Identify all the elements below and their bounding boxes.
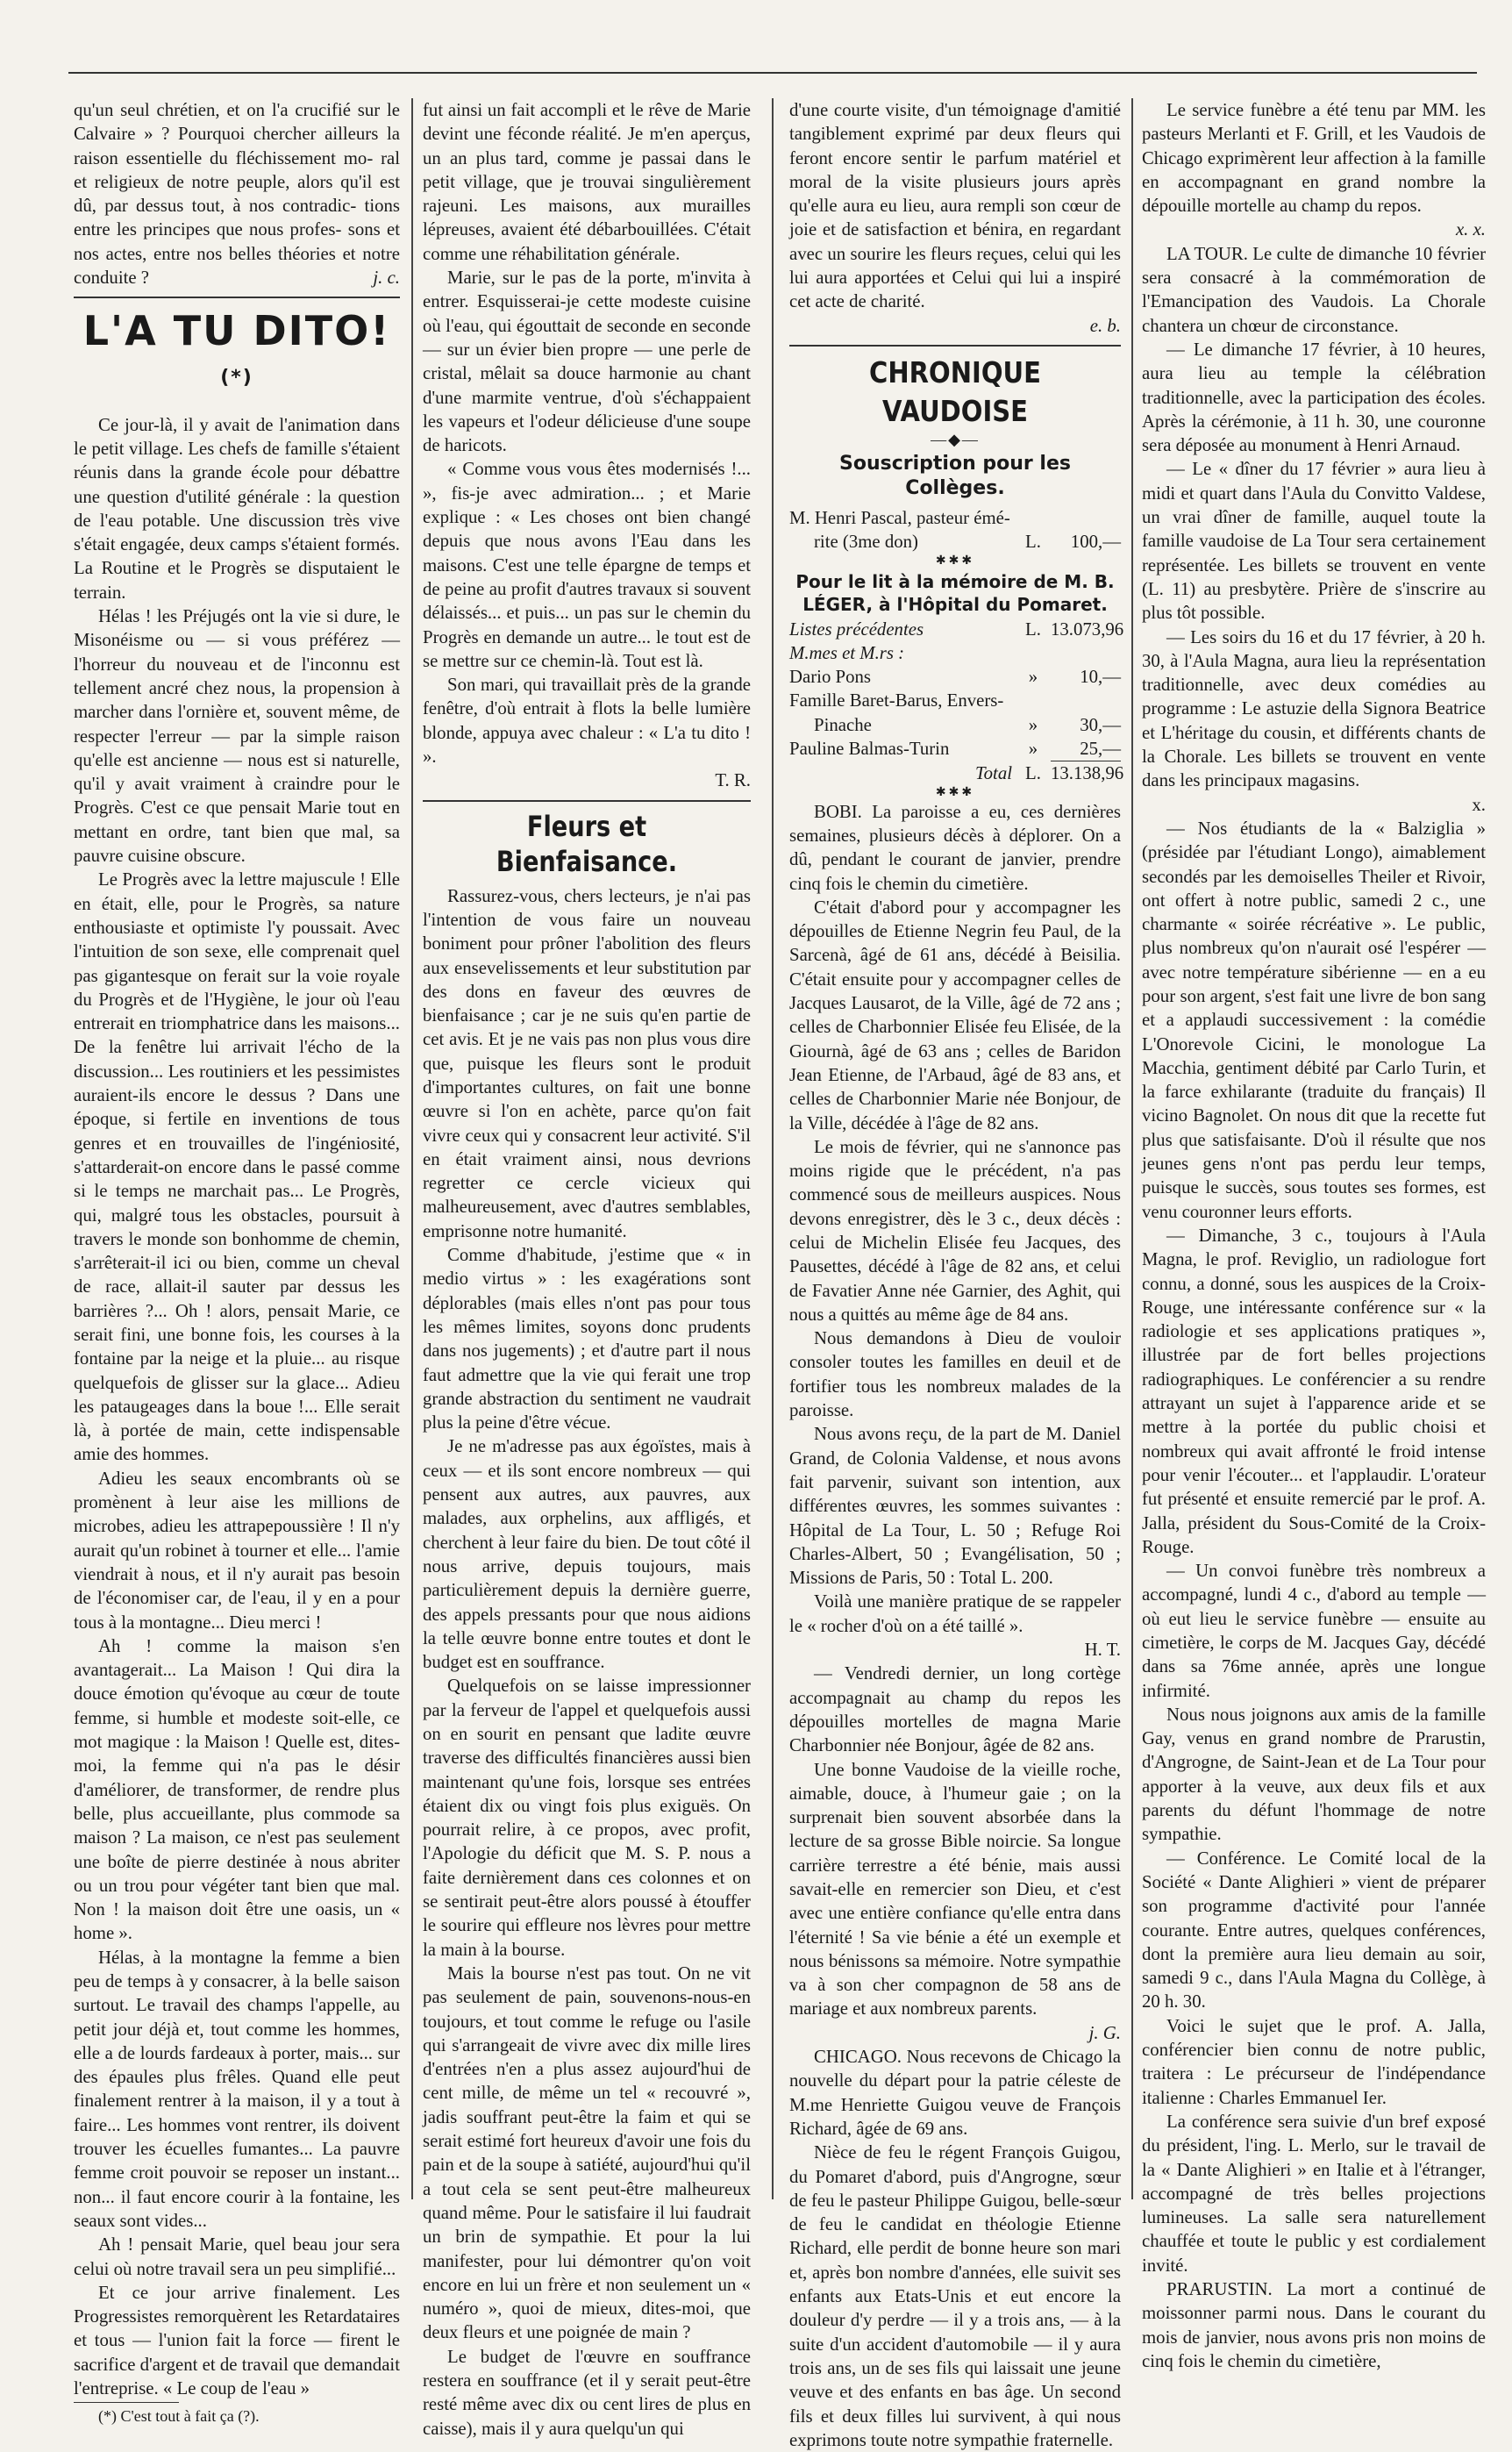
paragraph: Nous demandons à Dieu de vouloir consoler toutes les familles en deuil et de fortifier tous les nombreux malades de la paroisse. <box>789 1328 1121 1421</box>
paragraph: Mais la bourse n'est pas tout. On ne vit pas seulement de pain, souvenons-nous-en toujours, et tout comme le refuge ou l'asile qui s'arrangeait de vivre avec dix mille lires d'entrées n'en a plus assez aujourd'hui de cent mille, de même un tel « recouvré », jadis souffrant peut-être la faim et qui se serait estimé fort heureux d'avoir une fois du pain et de la soupe à satiété, aujourd'hui qu'il a tout cela se sent peut-être malheureux quand même. Pour le satisfaire il lui faudrait un brin de sympathie. Et pour la lui manifester, pour lui démontrer qu'on voit encore en lui un frère et non seulement un « numéro », quoi de mieux, dites-moi, que deux fleurs et une poignée de main ? <box>423 1962 751 2343</box>
donation-row: Famille Baret-Barus, Envers- <box>789 690 1004 711</box>
column-2 <box>423 98 751 2439</box>
paragraph: Le service funèbre a été tenu par MM. les pasteurs Merlanti et F. Grill, et les Vaudois de Chicago exprimèrent leur affection à la famille en accompagnant en grand nombre la dépouille mortelle au champ du repos. <box>1142 100 1486 217</box>
paragraph: « Comme vous vous êtes modernisés !... », fis-je avec admiration... ; et Marie explique : « Les choses ont bien changé depuis que nous avons l'Eau dans les maisons. C'est une telle épargne de temps et de peine au profit d'autres travaux si souvent délaissés... et puis... un pas sur le chemin du Progrès en demande un autre... le tout est de se mettre sur ce chemin-là. Tout est là. <box>423 459 751 671</box>
paragraph: — Vendredi dernier, un long cortège accompagnait au champ du repos les dépouilles mortelles de magna Marie Charbonnier née Bonjour, âgée de 82 ans. <box>789 1663 1121 1756</box>
paragraph: — Les soirs du 16 et du 17 février, à 20 h. 30, à l'Aula Magna, aura lieu la représentation traditionnelle, avec deux comédies au programme : Le astuzie della Signora Beatrice et L'héritage du cousin, et différents chants de la Chorale. Les billets se trouvent en vente dans les principaux magasins. <box>1142 626 1486 791</box>
paragraph: Ce jour-là, il y avait de l'animation dans le petit village. Les chefs de famille s'étaient réunis dans la grande école pour débattre une question d'utilité générale : la question de l'eau potable. Une discussion très vive s'était engagée, deux camps s'étaient formés. La Routine et le Progrès se disputaient le terrain. <box>74 414 400 603</box>
paragraph: — Dimanche, 3 c., toujours à l'Aula Magna, le prof. Reviglio, un radiologue fort connu, a donné, sous les auspices de la Croix-Rouge, une intéressante conférence sur « la radiologie et ses applications pratiques », illustrée par de fort belles projections radiographiques. Le conférencier a su rendre attrayant un sujet à l'apparence aride et se mettre à la portée du public choisi et nombreux qui avait affronté le froid intense pour venir l'écouter... et l'applaudir. L'orateur fut présenté et ensuite remercié par le prof. A. Jalla, président du Sous-Comité de la Croix-Rouge. <box>1142 1225 1486 1557</box>
paragraph: Ah ! pensait Marie, quel beau jour sera celui où notre travail sera un peu simplifié... <box>74 2234 400 2279</box>
paragraph: Nous nous joignons aux amis de la famille Gay, venus en grand nombre de Prarustin, d'Angrogne, de Saint-Jean et de La Tour pour apporter à la veuve, aux deux fils et aux parents du défunt l'hommage de notre sympathie. <box>1142 1704 1486 1845</box>
header-rule <box>68 72 1477 74</box>
paragraph: Comme d'habitude, j'estime que « in medio virtus » : les exagérations sont déplorables (mais elles n'ont pas pour tous les mêmes limites, soyons donc prudents dans nos jugements) ; et d'autre part il nous faut admettre que la vie qui ferait une trop grande abstraction du sentiment ne vaudrait plus la peine d'être vécue. <box>423 1245 751 1433</box>
article-title: Fleurs et Bienfaisance. <box>496 809 678 878</box>
paragraph: — Nos étudiants de la « Balziglia » (présidée par l'étudiant Longo), aimablement secondés par les demoiselles Theiler et Rivoir, ont offert à notre public, samedi 2 c., une charmante « soirée récréative ». Le public, plus nombreux qu'on n'aurait osé l'espérer — avec notre température sibérienne — en a eu pour son argent, s'est fait une livre de bon sang et a applaudi successivement : la comédie L'Onorevole Cicini, le monologue La Macchia, gentiment débité par Carlo Turin, et la farce exhilarante (traduite du français) Il vicino Bagnolet. On nous dit que la recette fut plus que satisfaisante. D'où il résulte que nos jeunes gens n'ont pas perdu leur temps, puisque le succès, sous toutes ses formes, est venu couronner leurs efforts. <box>1142 818 1486 1222</box>
donation-row: Pauline Balmas-Turin » 25,— <box>789 737 1121 761</box>
paragraph: Quelquefois on se laisse impressionner par la ferveur de l'appel et quelquefois aussi on en sourit en pensant que ladite œuvre traverse des difficultés financières aussi bien maintenant qu'une fois, lorsque ses entrées étaient dix ou vingt fois plus exiguës. On pourrait relire, à ce propos, avec profit, l'Apologie du déficit que M. S. P. nous a faite dernièrement dans ces colonnes et on se sentirait peut-être alors poussé à étouffer le sourire qui effleure nos lèvres pour mettre la main à la bourse. <box>423 1676 751 1960</box>
stars-divider: ✱✱✱ <box>935 785 975 799</box>
ornament-divider: —◆— <box>931 430 980 448</box>
stars-divider: ✱✱✱ <box>935 554 975 568</box>
paragraph: — Conférence. Le Comité local de la Société « Dante Alighieri » vient de préparer son programme d'activité pour l'année courante. Entre autres, quelques conférences, dont la première aura lieu demain au soir, samedi 9 c., dans l'Aula Magna du Collège, à 20 h. 30. <box>1142 1848 1486 2012</box>
donation-row: Dario Pons » 10,— <box>789 667 1121 688</box>
section-rule <box>74 297 400 298</box>
article-title: L'A TU DITO!(*) <box>82 307 391 390</box>
paragraph: Une bonne Vaudoise de la vieille roche, aimable, douce, à l'humeur gaie ; on la surprenait bien souvent absorbée dans la lecture de sa grosse Bible noircie. Sa longue carrière terrestre a été bénie, mais aussi savait-elle en remercier son Dieu, et c'est avec une entière confiance qu'elle entra dans l'éternité ! Sa vie bénie a été un exemple et nous bénissons sa mémoire. Notre sympathie va à son cher compagnon de 58 ans de mariage et aux nombreux parents. <box>789 1759 1121 2020</box>
subsection-title: Souscription pour les Collèges. <box>839 452 1071 499</box>
section-title: CHRONIQUE VAUDOISE <box>869 354 1041 428</box>
paragraph: LA TOUR. Le culte de dimanche 10 février sera consacré à la commémoration de l'Emancipation des Vaudois. La Chorale chantera un chœur de circonstance. <box>1142 243 1486 336</box>
signature: T. R. <box>715 770 751 791</box>
paragraph: Adieu les seaux encombrants où se promènent à leur aise les millions de microbes, adieu les attrapepoussière ! Il n'y aurait qu'un robinet à tourner et elle... l'amie viendrait à nous, et il n'y aurait pas besoin de l'économiser car, de l'eau, il y en a pour tous à la montagne... Dieu merci ! <box>74 1468 400 1633</box>
paragraph: — Le « dîner du 17 février » aura lieu à midi et quart dans l'Aula du Convitto Valdese, un vrai dîner de famille, auquel toute la famille vaudoise de La Tour sera certainement représentée. Les billets se trouvent en vente (L. 11) au presbytère. Prière de s'inscrire au plus tôt possible. <box>1142 459 1486 624</box>
paragraph: d'une courte visite, d'un témoignage d'amitié tangiblement exprimé par deux fleurs qui feront encore sentir le parfum matériel et moral de la visite plusieurs jours après qu'elle aura eu lieu, aura rempli son cœur de joie et de satisfaction et bénira, en regardant avec un sourire les fleurs reçues, celui qui les lui aura apportées et Celui qui lui a inspiré cet acte de charité. <box>789 100 1121 312</box>
column-1 <box>74 98 401 2426</box>
donation-row: M. Henri Pascal, pasteur émé- <box>789 507 1010 528</box>
column-3 <box>789 98 1124 2450</box>
paragraph: Voici le sujet que le prof. A. Jalla, conférencier bien connu de notre public, traitera : Le précurseur de l'indépendance italienne : Charles Emmanuel Ier. <box>1142 2015 1486 2108</box>
paragraph: Le budget de l'œuvre en souffrance restera en souffrance (et il y serait peut-être resté même avec dix ou cent lires de plus en caisse), mais il y aura quelqu'un qui <box>423 2346 751 2439</box>
paragraph: La conférence sera suivie d'un bref exposé du président, l'ing. L. Merlo, sur le travail de la « Dante Alighieri » en Italie et à l'étranger, accompagné de très belles projections lumineuses. La salle sera naturellement chauffée et toute le public y est cordialement invité. <box>1142 2111 1486 2276</box>
donation-total: Total L. 13.138,96 <box>974 763 1124 784</box>
section-rule <box>789 345 1121 347</box>
paragraph: BOBI. La paroisse a eu, ces dernières semaines, plusieurs décès à déplorer. On a dû, pendant le courant de janvier, prendre cinq fois le chemin du cimetière. <box>789 801 1121 894</box>
paragraph: Et ce jour arrive finalement. Les Progressistes remorquèrent les Retardataires et tous — l'union fait la force — firent le sacrifice d'argent et de travail que demandait l'entreprise. « Le coup de l'eau » <box>74 2282 400 2399</box>
column-divider <box>411 98 413 2199</box>
continued-text: qu'un seul chrétien, et on l'a crucifié sur le Calvaire » ? Pourquoi chercher ailleurs la raison essentielle du fléchissement mo- ral et religieux de notre peuple, alors qu'il est dû, par dessus tout, à nos contradic- tions entre les principes que nous profes- sons et nos actes, entre nos belles théories et notre conduite ? j. c. <box>74 98 400 290</box>
paragraph: Nièce de feu le régent François Guigou, du Pomaret d'abord, puis d'Angrogne, sœur de feu le pasteur Philippe Guigou, belle-sœur de feu le candidat en théologie Etienne Richard, elle perdit de bonne heure son mari et, après bon nombre d'années, elle suivit ses enfants aux Etats-Unis et eut encore la douleur d'y perdre — il y a trois ans, — à la suite d'un accident d'automobile — il y aura trois ans, un de ses fils qui laissait une jeune veuve et des enfants en bas âge. Un second fils et deux filles lui survivent, à qui nous exprimons toute notre sympathie fraternelle. <box>789 2142 1121 2450</box>
section-rule <box>423 800 751 802</box>
donation-row: Listes précédentes L. 13.073,96 <box>789 618 1124 640</box>
paragraph: Ah ! comme la maison s'en avantagerait... La Maison ! Qui dira la douce émotion qu'évoque au cœur de toute femme, si humble et modeste soit-elle, ce mot magique : la Maison ! Quelle est, dites-moi, la femme qui n'a pas le désir d'améliorer, de transformer, de rendre plus belle, plus accueillante, plus commode sa maison ? La maison, ce n'est pas seulement une boîte de pierre destinée à nous abriter ou un trou pour végéter tant bien que mal. Non ! la maison doit être une oasis, un « home ». <box>74 1635 400 1944</box>
paragraph: Voilà une manière pratique de se rappeler le « rocher d'où on a été taillé ». <box>789 1591 1121 1636</box>
paragraph: Je ne m'adresse pas aux égoïstes, mais à ceux — et ils sont encore nombreux — qui pensent aux autres, aux pauvres, aux malades, aux orphelins, aux affligés, et cherchent à leur faire du bien. De tout côté il nous arrive, depuis toujours, mais particulièrement depuis la dernière guerre, des appels pressants pour que nous aidions la telle œuvre bonne entre toutes et dont le budget est en souffrance. <box>423 1436 751 1673</box>
paragraph: fut ainsi un fait accompli et le rêve de Marie devint une féconde réalité. Je m'en aperçus, un an plus tard, comme je passai dans le petit village, que je trouvai singulièrement rajeuni. Les maisons, aux murailles lépreuses, avaient été débarbouillées. C'était comme une réhabilitation générale. <box>423 100 751 264</box>
donation-row: M.mes et M.rs : <box>789 642 905 663</box>
paragraph: Marie, sur le pas de la porte, m'invita à entrer. Esquisserai-je cette modeste cuisine où l'eau, qui égouttait de seconde en seconde — sur un évier bien propre — une perle de cristal, mêlait sa douce harmonie au chant d'une marmite ventrue, d'où s'échappaient les vapeurs et l'odeur délicieuse d'une soupe de haricots. <box>423 268 751 456</box>
paragraph: C'était d'abord pour y accompagner les dépouilles de Etienne Negrin feu Paul, de la Sarcenà, âgé de 61 ans, décédé à Beisilia. C'était ensuite pour y accompagner celles de Jacques Lausarot, de la Ville, âgé de 72 ans ; celles de Charbonnier Elisée feu Elisée, de la Giournà, âgé de 63 ans ; celles de Baridon Jean Etienne, de l'Arbaud, âgé de 83 ans, et celles de Charbonnier Marie née Bonjour, de la Ville, décédée à l'âge de 82 ans. <box>789 897 1121 1133</box>
paragraph: Le mois de février, qui ne s'annonce pas moins rigide que le précédent, n'a pas commencé sous de meilleurs auspices. Nous devons enregistrer, dès le 3 c., deux décès : celui de Michelin Elisée feu Jacques, des Pausettes, décédé à l'âge de 82 ans, et celui de Favatier Anne née Garnier, des Aghit, qui nous a quittés au même âge de 84 ans. <box>789 1136 1121 1325</box>
signature: x. x. <box>1455 219 1486 240</box>
column-divider <box>1131 98 1133 2199</box>
paragraph: — Le dimanche 17 février, à 10 heures, aura lieu au temple la célébration traditionnelle, avec la participation des écoles. Après la cérémonie, à 11 h. 30, une couronne sera déposée au monument à Henri Arnaud. <box>1142 339 1486 456</box>
paragraph: Nous avons reçu, de la part de M. Daniel Grand, de Colonia Valdense, et nous avons fait parvenir, suivant son intention, aux différentes œuvres, les sommes suivantes : Hôpital de La Tour, L. 50 ; Refuge Roi Charles-Albert, 50 ; Evangélisation, 50 ; Missions de Paris, 50 : Total L. 200. <box>789 1424 1121 1589</box>
signature: j. c. <box>373 268 400 289</box>
footnote: (*) C'est tout à fait ça (?). <box>98 2407 260 2426</box>
signature: x. <box>1472 794 1486 815</box>
paragraph: PRARUSTIN. La mort a continué de moissonner parmi nous. Dans le courant du mois de janvier, nous avons pris non moins de cinq fois le chemin du cimetière, <box>1142 2279 1486 2371</box>
paragraph: Rassurez-vous, chers lecteurs, je n'ai pas l'intention de vous faire un nouveau boniment pour prôner l'abolition des fleurs aux ensevelissements et leur substitution par des dons en faveur des œuvres de bienfaisance ; car je ne suis qu'en partie de cet avis. Et je ne vais pas non plus vous dire que, puisque les fleurs sont le produit d'importantes cultures, on fait une bonne œuvre si l'on en achète, parce qu'on fait vivre ceux qui y consacrent leur activité. S'il en était vraiment ainsi, nous devrions regretter ce cercle vicieux qui malheureusement, avec d'autres semblables, emprisonne notre humanité. <box>423 885 751 1241</box>
paragraph: Le Progrès avec la lettre majuscule ! Elle en était, elle, pour le Progrès, sa nature enthousiaste et optimiste l'y poussait. Avec l'intuition de son sexe, elle comprenait quel pas gigantesque on ferait sur la voie royale du Progrès et de l'Hygiène, le jour où l'eau entrerait en triomphatrice dans les maisons... De la fenêtre lui arrivait l'écho de la discussion... Les routiniers et les pessimistes auraient-ils encore le dessus ? Dans une époque, si fertile en inventions de tous genres et en trouvailles de l'ingéniosité, s'attarderait-on encore dans le passé comme si le temps ne marchait pas... Le Progrès, qui, malgré tous les obstacles, poursuit à travers le monde son bonhomme de chemin, s'arrêterait-il ici ou bien, comme un cheval de race, allait-il sauter par dessus les barrières ?... Oh ! alors, pensait Marie, ce serait fini, une bonne fois, les courses à la fontaine par la neige et la pluie... au risque quelquefois de glisser sur la glace... Adieu les pataugeages dans la boue !... Elle serait là, à portée de main, cette indispensable amie des hommes. <box>74 869 400 1465</box>
donation-row: rite (3me don) L. 100,— <box>814 532 1121 553</box>
paragraph: — Un convoi funèbre très nombreux a accompagné, lundi 4 c., d'abord au temple — où eut lieu le service funèbre — ensuite au cimetière, le corps de M. Jacques Gay, décédé dans sa 76me année, après une longue infirmité. <box>1142 1561 1486 1701</box>
signature: j. G. <box>1088 2022 1121 2043</box>
column-divider <box>772 98 774 2199</box>
signature: e. b. <box>1089 315 1121 336</box>
paragraph: CHICAGO. Nous recevons de Chicago la nouvelle du départ pour la patrie céleste de M.me Henriette Guigou veuve de François Richard, âgée de 69 ans. <box>789 2047 1121 2139</box>
paragraph: Son mari, qui travaillait près de la grande fenêtre, d'où entrait à flots la belle lumière blonde, appuya avec chaleur : « L'a tu dito ! ». <box>423 675 751 768</box>
donation-row: Pinache » 30,— <box>814 714 1121 735</box>
paragraph: Hélas ! les Préjugés ont la vie si dure, le Misonéisme ou — si vous préférez — l'horreur du nouveau et de l'inconnu est tellement ancré chez nous, la propension à marcher dans l'ornière et, souvent même, de respecter l'erreur — par la simple raison qu'elle est ancienne — nous est si naturelle, qu'il y avait vraiment à craindre pour le Progrès. C'est ce que pensait Marie tout en mettant en ordre, tant bien que mal, sa pauvre cuisine obscure. <box>74 606 400 867</box>
footnote-rule <box>74 2402 179 2403</box>
subsection-title: Pour le lit à la mémoire de M. B. LÉGER, à l'Hôpital du Pomaret. <box>795 570 1115 615</box>
signature: H. T. <box>1084 1640 1121 1661</box>
paragraph: Hélas, à la montagne la femme a bien peu de temps à y consacrer, à la belle saison surtout. Le travail des champs l'appelle, au petit jour déjà et, tout comme les hommes, elle a de lourds fardeaux à porter, mais... sur des épaules plus frêles. Quand elle peut finalement rentrer à la maison, il y a tout à faire... Les hommes vont rentrer, ils doivent trouver les écuelles fumantes... La pauvre femme croit pouvoir se reposer un instant... non... il faut encore courir à la fontaine, les seaux sont vides... <box>74 1947 400 2231</box>
column-4 <box>1142 98 1486 2371</box>
